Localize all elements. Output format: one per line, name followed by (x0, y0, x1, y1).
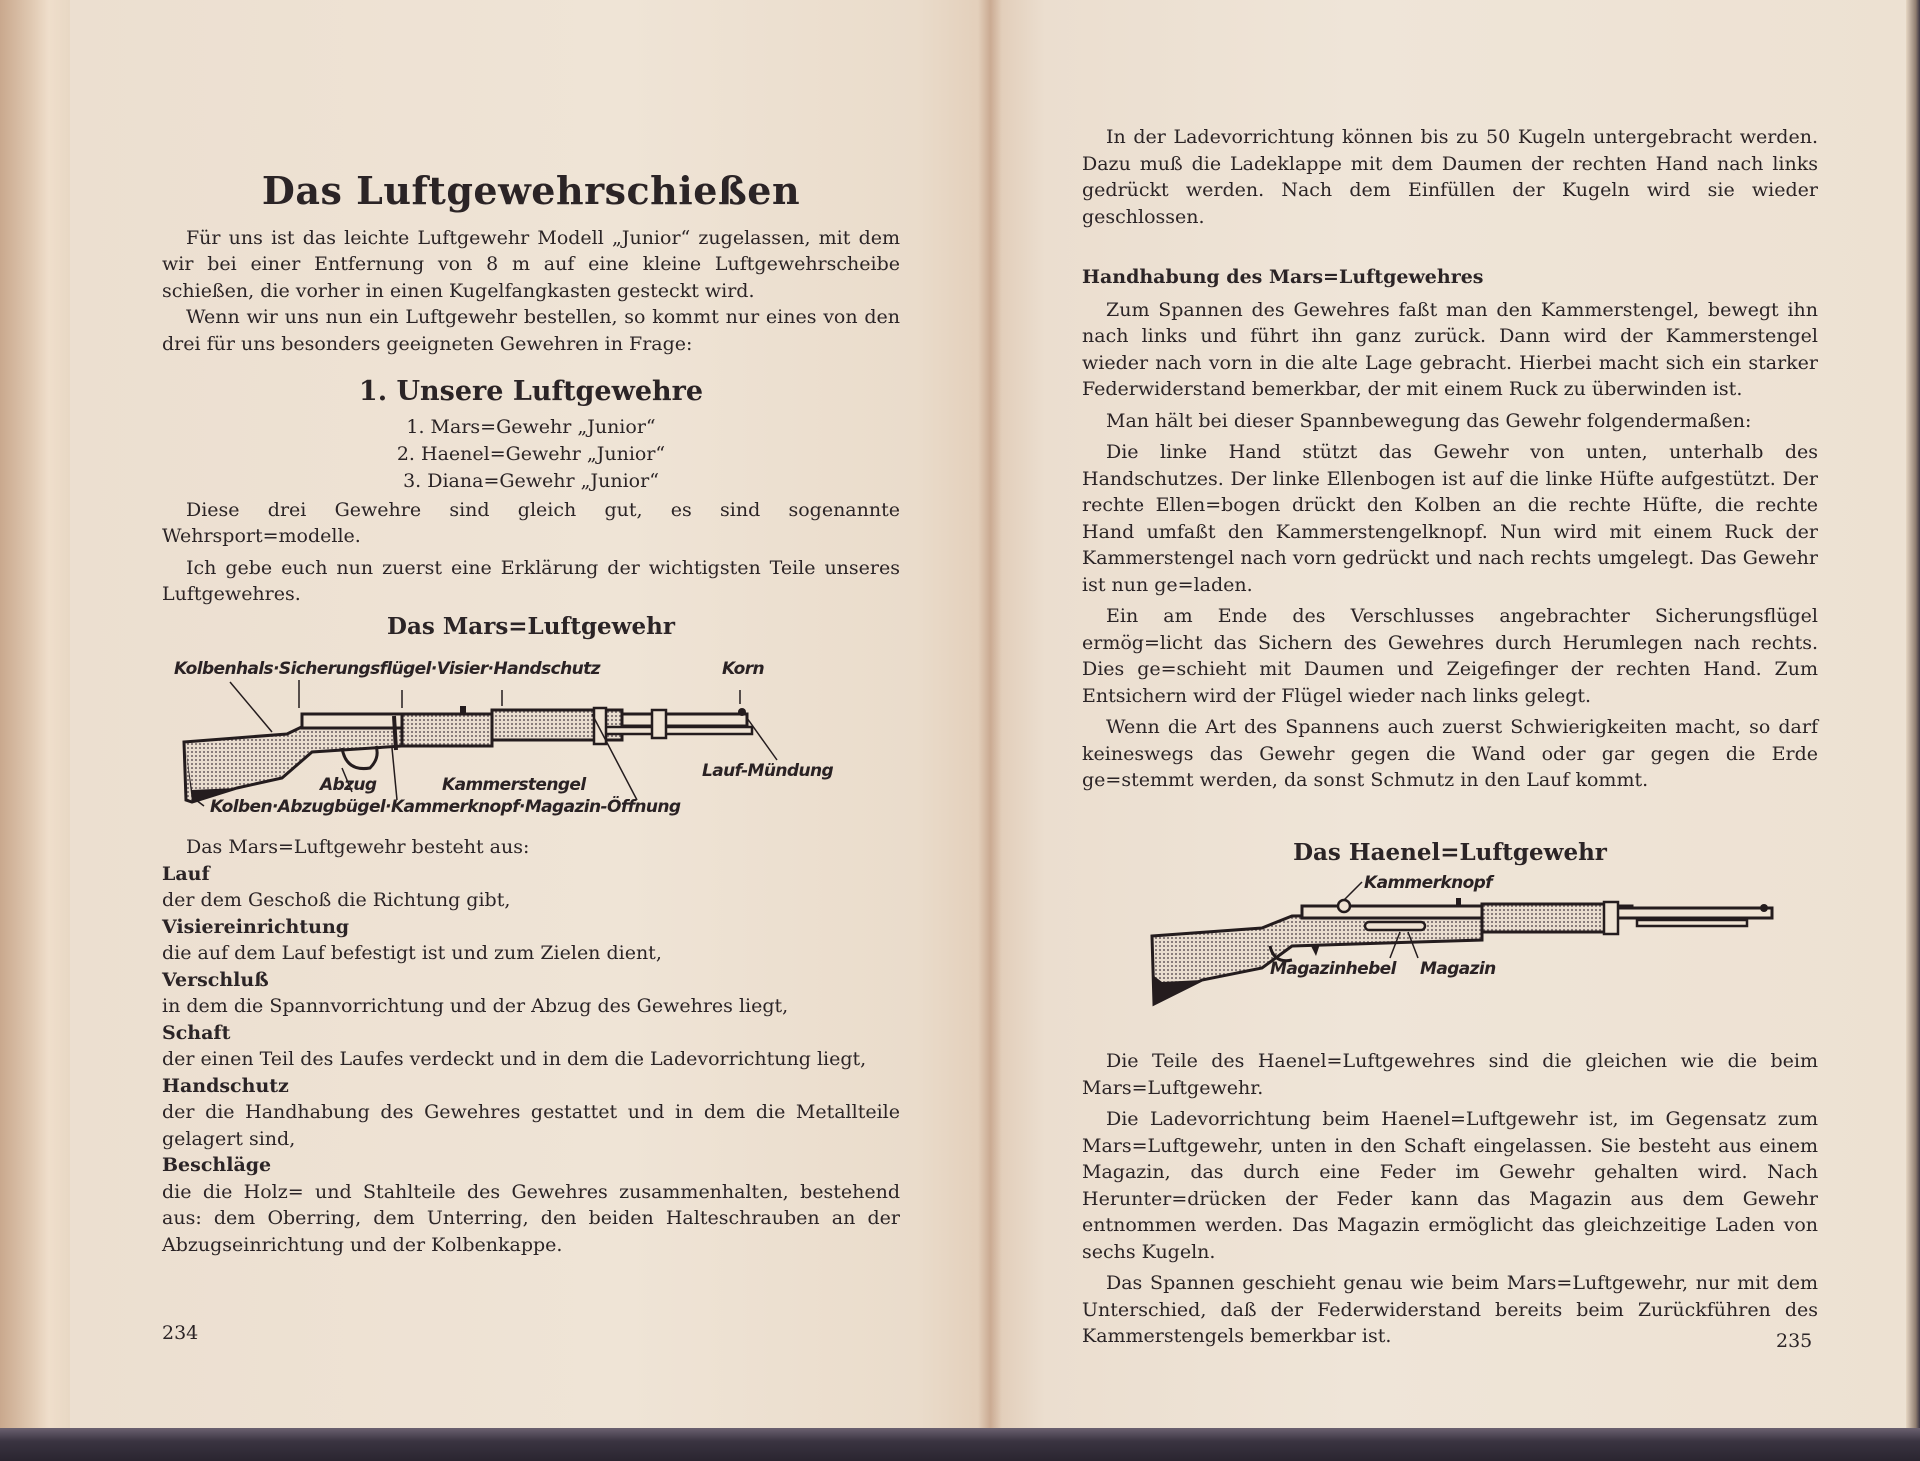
part-term: Visiereinrichtung (162, 915, 350, 938)
part-description: die auf dem Lauf befestigt ist und zum Zielen dient, (162, 942, 662, 964)
part-description: der einen Teil des Laufes verdeckt und in dem die Ladevorrichtung liegt, (162, 1048, 867, 1070)
label-magazinhebel: Magazinhebel (1270, 959, 1396, 979)
body-paragraph: Man hält bei dieser Spannbewegung das Gewehr folgendermaßen: (1106, 409, 1752, 432)
part-description: die die Holz= und Stahlteile des Gewehres zusammenhalten, bestehend aus: dem Oberring, dem Unterring, den beiden Halteschrauben an der Abzugseinrichtung und der Kolbenkappe. (162, 1180, 900, 1256)
haenel-rifle-drawing (1082, 876, 1822, 1026)
label-magazin: Magazin (1420, 959, 1496, 979)
label-korn: Korn (722, 659, 765, 679)
part-term: Handschutz (162, 1074, 289, 1097)
part-description: der dem Geschoß die Richtung gibt, (162, 889, 511, 911)
rifle-list-item: 3. Diana=Gewehr „Junior“ (403, 469, 659, 492)
label-kammerknopf: Kammerknopf (1364, 873, 1493, 893)
parts-intro: Das Mars=Luftgewehr besteht aus: (186, 836, 530, 858)
part-term: Schaft (162, 1021, 231, 1044)
book-gutter (978, 0, 1002, 1428)
part-term: Verschluß (162, 968, 269, 991)
haenel-rifle-figure (1082, 873, 1822, 1026)
label-bottom-parts: Kolben·Abzugbügel·Kammerknopf·Magazin-Öffnung (210, 797, 681, 817)
part-description: in dem die Spannvorrichtung und der Abzug des Gewehres liegt, (162, 995, 789, 1017)
left-page-content (162, 160, 900, 1258)
parts-list (162, 861, 900, 1259)
page-edges-left (0, 0, 70, 1428)
body-paragraph: Die Teile des Haenel=Luftgewehres sind die gleichen wie die beim Mars=Luftgewehr. (1082, 1050, 1818, 1099)
chapter-title: Das Luftgewehrschießen (261, 168, 801, 213)
body-paragraph: Diese drei Gewehre sind gleich gut, es sind sogenannte Wehrsport=modelle. (162, 498, 900, 547)
rifle-list (162, 414, 900, 495)
rifle-list-item: 2. Haenel=Gewehr „Junior“ (396, 442, 666, 465)
body-paragraph: Wenn die Art des Spannens auch zuerst Schwierigkeiten macht, so darf keineswegs das Gewehr gegen die Wand oder gar gegen die Erde ge=stemmt werden, da sonst Schmutz in den Lauf kommt. (1082, 716, 1818, 791)
subheading-handhabung: Handhabung des Mars=Luftgewehres (1082, 266, 1484, 288)
label-lauf-muendung: Lauf-Mündung (702, 761, 834, 781)
part-term: Beschläge (162, 1154, 272, 1176)
page-number-left: 234 (162, 1322, 199, 1344)
intro-paragraph: Wenn wir uns nun ein Luftgewehr bestellen, so kommt nur eines von den drei für uns besonders geeigneten Gewehren in Frage: (162, 306, 900, 355)
label-kammerstengel: Kammerstengel (442, 775, 586, 795)
label-abzug: Abzug (320, 775, 377, 795)
body-paragraph: Ein am Ende des Verschlusses angebrachter Sicherungsflügel ermög=licht das Sichern des Gewehres durch Herumlegen nach rechts. Dies ge=schieht mit Daumen und Zeigefinger der rechten Hand. Zum Entsichern wird der Flügel wieder nach links gelegt. (1082, 605, 1818, 707)
figure-title-mars: Das Mars=Luftgewehr (387, 612, 675, 640)
mars-rifle-figure (162, 650, 902, 820)
part-term: Lauf (162, 862, 210, 885)
part-description: der die Handhabung des Gewehres gestattet und in dem die Metallteile gelagert sind, (162, 1101, 900, 1150)
rifle-list-item: 1. Mars=Gewehr „Junior“ (406, 415, 656, 438)
intro-paragraph: Für uns ist das leichte Luftgewehr Modell „Junior“ zugelassen, mit dem wir bei einer Entfernung von 8 m auf eine kleine Luftgewehrscheibe schießen, die vorher in einen Kugelfangkasten gesteckt wird. (162, 226, 900, 302)
label-top-parts: Kolbenhals·Sicherungsflügel·Visier·Handschutz (174, 659, 600, 679)
body-paragraph: Ich gebe euch nun zuerst eine Erklärung der wichtigsten Teile unseres Luftgewehres. (162, 556, 900, 605)
body-paragraph: Zum Spannen des Gewehres faßt man den Kammerstengel, bewegt ihn nach links und führt ihn ganz zurück. Dann wird der Kammerstengel wieder nach vorn in die alte Lage gebracht. Hierbei macht sich ein starker Federwiderstand bemerkbar, der mit einem Ruck zu überwinden ist. (1082, 298, 1818, 400)
body-paragraph: Das Spannen geschieht genau wie beim Mars=Luftgewehr, nur mit dem Unterschied, daß der Federwiderstand bereits beim Zurückführen des Kammerstengels bemerkbar ist. (1082, 1272, 1818, 1347)
body-paragraph: Die linke Hand stützt das Gewehr von unten, unterhalb des Handschutzes. Der linke Ellenbogen ist auf die linke Hüfte aufgestützt. Der rechte Ellen=bogen drückt den Kolben an die rechte Hüfte, die rechte Hand umfaßt den Kammerstengelknopf. Nun wird mit einem Ruck der Kammerstengel nach vorn gedrückt und nach rechts umgelegt. Das Gewehr ist nun ge=laden. (1082, 441, 1818, 596)
section-heading: 1. Unsere Luftgewehre (358, 376, 704, 407)
body-paragraph: In der Ladevorrichtung können bis zu 50 Kugeln untergebracht werden. Dazu muß die Ladeklappe mit dem Daumen der rechten Hand nach links gedrückt werden. Nach dem Einfüllen der Kugeln wird sie wieder geschlossen. (1082, 126, 1818, 228)
right-page-content (1082, 124, 1818, 1350)
background-surface (0, 1428, 1920, 1461)
body-paragraph: Die Ladevorrichtung beim Haenel=Luftgewehr ist, im Gegensatz zum Mars=Luftgewehr, unten in den Schaft eingelassen. Sie besteht aus einem Magazin, das durch eine Feder im Gewehr gehalten wird. Nach Herunter=drücken der Feder kann das Magazin aus dem Gewehr entnommen werden. Das Magazin ermöglicht das gleichzeitige Laden von sechs Kugeln. (1082, 1108, 1818, 1263)
figure-title-haenel: Das Haenel=Luftgewehr (1293, 838, 1607, 866)
page-number-right: 235 (1776, 1330, 1813, 1352)
page-edges-right (1906, 0, 1920, 1428)
